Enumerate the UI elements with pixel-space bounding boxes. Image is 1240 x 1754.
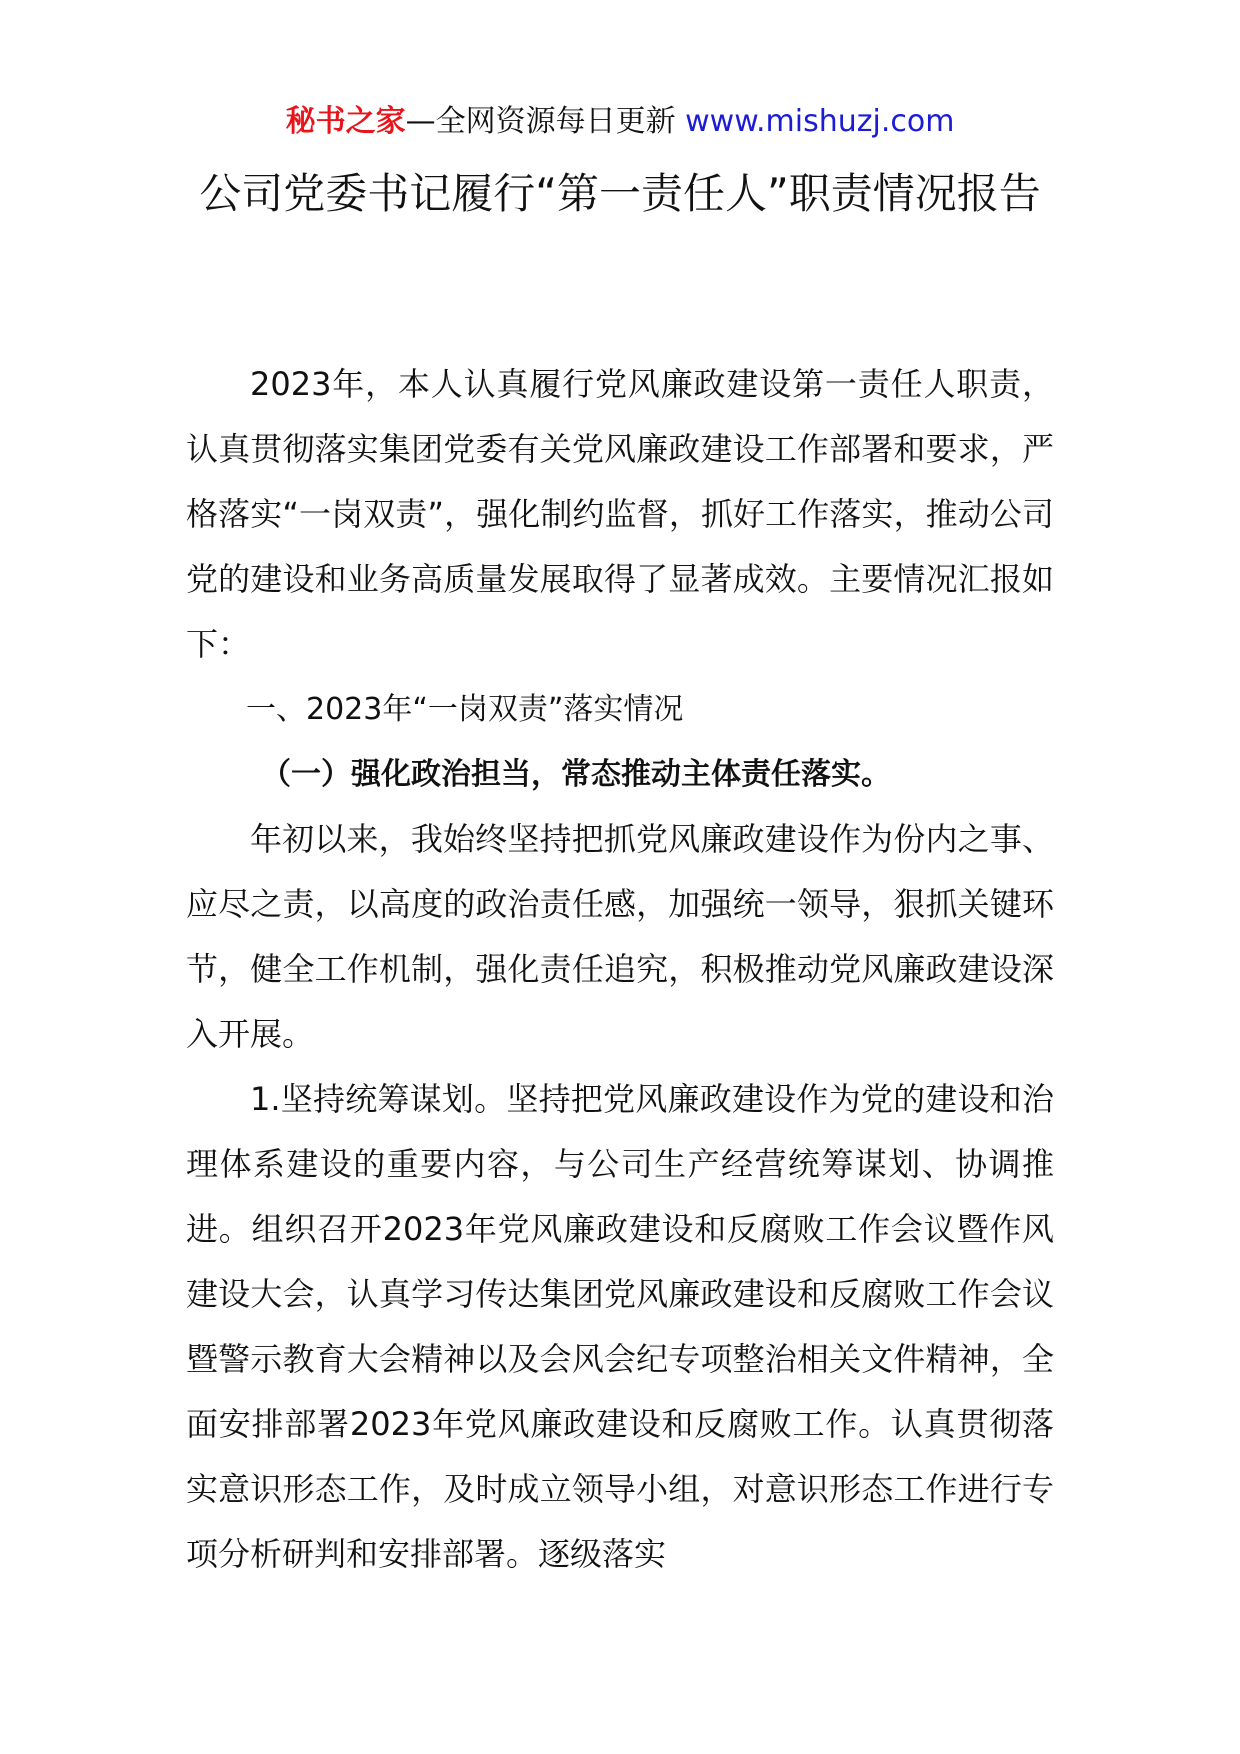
subsection-heading: （一）强化政治担当，常态推动主体责任落实。 [261, 757, 891, 792]
document-body [186, 352, 1054, 1587]
body-paragraph: 1.坚持统筹谋划。坚持把党风廉政建设作为党的建设和治理体系建设的重要内容，与公司生产经营统筹谋划、协调推进。组织召开2023年党风廉政建设和反腐败工作会议暨作风建设大会，认真学习传达集团党风廉政建设和反腐败工作会议暨警示教育大会精神以及会风会纪专项整治相关文件精神，全面安排部署2023年党风廉政建设和反腐败工作。认真贯彻落实意识形态工作，及时成立领导小组，对意识形态工作进行专项分析研判和安排部署。逐级落实 [186, 1080, 1054, 1573]
site-url-link[interactable]: www.mishuzj.com [685, 104, 955, 139]
brand-tagline: —全网资源每日更新 [405, 104, 686, 139]
body-paragraph: 年初以来，我始终坚持把抓党风廉政建设作为份内之事、应尽之责，以高度的政治责任感，加强统一领导，狠抓关键环节，健全工作机制，强化责任追究，积极推动党风廉政建设深入开展。 [186, 820, 1054, 1053]
document-title: 公司党委书记履行“第一责任人”职责情况报告 [199, 169, 1041, 218]
brand-name: 秘书之家 [285, 104, 406, 139]
watermark-header [0, 100, 1240, 144]
intro-paragraph: 2023年，本人认真履行党风廉政建设第一责任人职责，认真贯彻落实集团党委有关党风廉政建设工作部署和要求，严格落实“一岗双责”，强化制约监督，抓好工作落实，推动公司党的建设和业务高质量发展取得了显著成效。主要情况汇报如下： [186, 365, 1054, 663]
section-heading: 一、2023年“一岗双责”落实情况 [246, 692, 684, 727]
